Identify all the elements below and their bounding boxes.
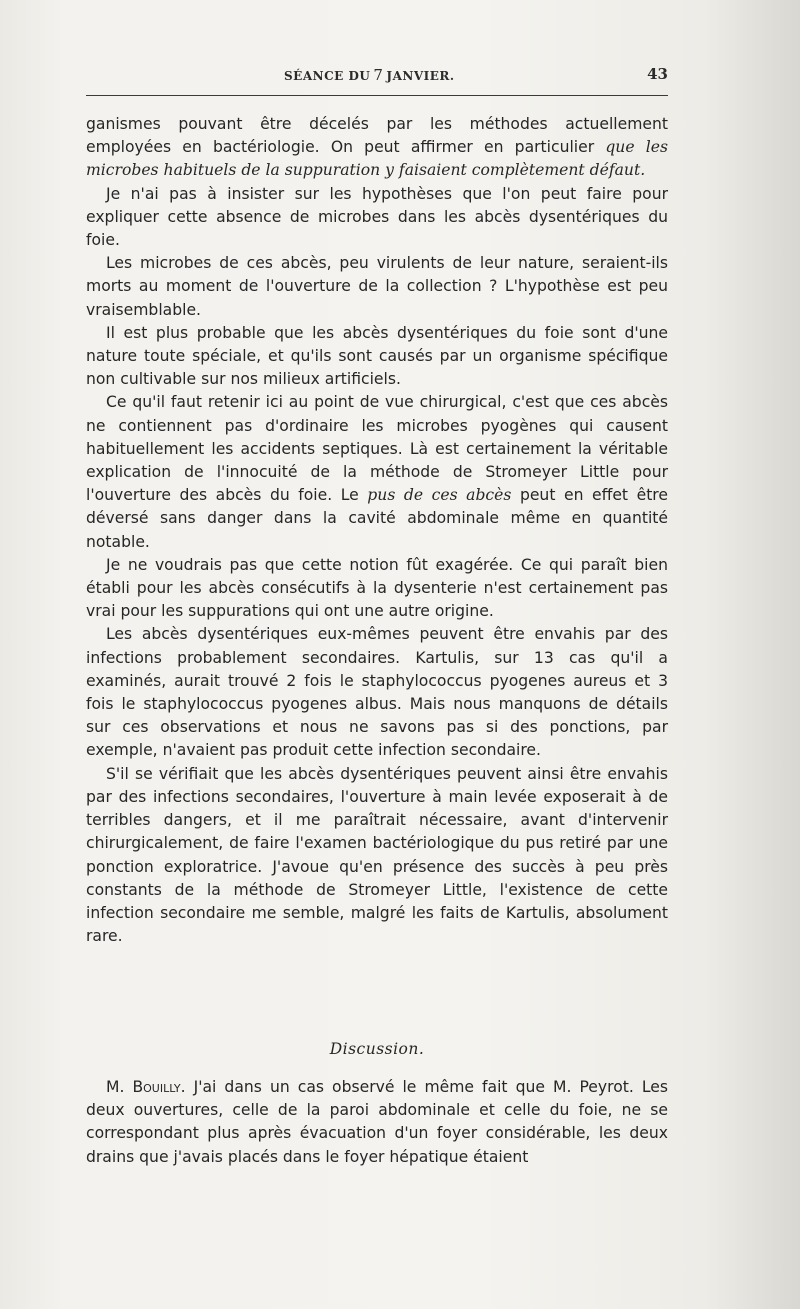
paragraph-8: S'il se vérifiait que les abcès dysentériques peuvent ainsi être envahis par des infections secondaires, l'ouverture à main levée exposerait à de terribles dangers, et il me paraîtrait nécessaire, avant d'intervenir chirurgicalement, de faire l'examen bactériologique du pus retiré par une ponction exploratrice. J'avoue qu'en présence des succès à peu près constants de la méthode de Stromeyer Little, l'existence de cette infection secondaire me semble, malgré les faits de Kartulis, absolument rare. <box>86 764 668 946</box>
body-text <box>86 113 668 948</box>
running-title-date: 7 <box>373 66 384 84</box>
discussion-paragraph <box>86 1076 668 1169</box>
discussion-text <box>86 1076 668 1169</box>
discussion-heading: Discussion. <box>329 1040 425 1058</box>
paragraph-7: Les abcès dysentériques eux-mêmes peuvent être envahis par des infections probablement secondaires. Kartulis, sur 13 cas qu'il a examinés, aurait trouvé 2 fois le staphylococcus pyogenes aureus et 3 fois le staphylococcus pyogenes albus. Mais nous manquons de détails sur ces observations et nous ne savons pas si des ponctions, par exemple, n'avaient pas produit cette infection secondaire. <box>86 625 668 760</box>
paragraph-5 <box>86 391 668 553</box>
paragraph-italic: que les microbes habituels de la suppuration y faisaient complètement défaut. <box>86 138 668 180</box>
paragraph-text: Ce qu'il faut retenir ici au point de vue chirurgical, c'est que ces abcès ne contiennent pas d'ordinaire les microbes pyogènes qui causent habituellement les accidents septiques. Là est certainement la véritable explication de l'innocuité de la méthode de Stromeyer Little pour l'ouverture des abcès du foie. Le <box>86 393 668 505</box>
paragraph-2: Je n'ai pas à insister sur les hypothèses que l'on peut faire pour expliquer cette absence de microbes dans les abcès dysentériques du foie. <box>86 184 668 250</box>
header-rule <box>86 95 668 96</box>
paragraph-3: Les microbes de ces abcès, peu virulents de leur nature, seraient-ils morts au moment de l'ouverture de la collection ? L'hypothèse est peu vraisemblable. <box>86 254 668 319</box>
running-title <box>284 66 455 84</box>
page-number: 43 <box>647 65 668 83</box>
running-title-part: SÉANCE DU <box>284 69 371 83</box>
running-title-month: JANVIER. <box>386 69 455 83</box>
paragraph-1 <box>86 113 668 183</box>
paragraph-italic: pus de ces abcès <box>367 486 512 505</box>
discussion-body: J'ai dans un cas observé le même fait que M. Peyrot. Les deux ouvertures, celle de la paroi abdominale et celle du foie, ne se correspondant plus après évacuation d'un foyer considérable, les deux drains que j'avais placés dans le foyer hépatique étaient <box>86 1078 668 1166</box>
paragraph-6: Je ne voudrais pas que cette notion fût exagérée. Ce qui paraît bien établi pour les abcès consécutifs à la dysenterie n'est certainement pas vrai pour les suppurations qui ont une autre origine. <box>86 555 668 621</box>
paragraph-4: Il est plus probable que les abcès dysentériques du foie sont d'une nature toute spéciale, et qu'ils sont causés par un organisme spécifique non cultivable sur nos milieux artificiels. <box>86 323 668 389</box>
paragraph-text: peut en effet être déversé sans danger dans la cavité abdominale même en quantité notable. <box>86 486 668 551</box>
paragraph-text: ganismes pouvant être décelés par les méthodes actuellement employées en bactériologie. On peut affirmer en particulier <box>86 115 668 157</box>
speaker-name: M. Bouilly. <box>106 1078 186 1096</box>
page-header <box>86 66 668 88</box>
